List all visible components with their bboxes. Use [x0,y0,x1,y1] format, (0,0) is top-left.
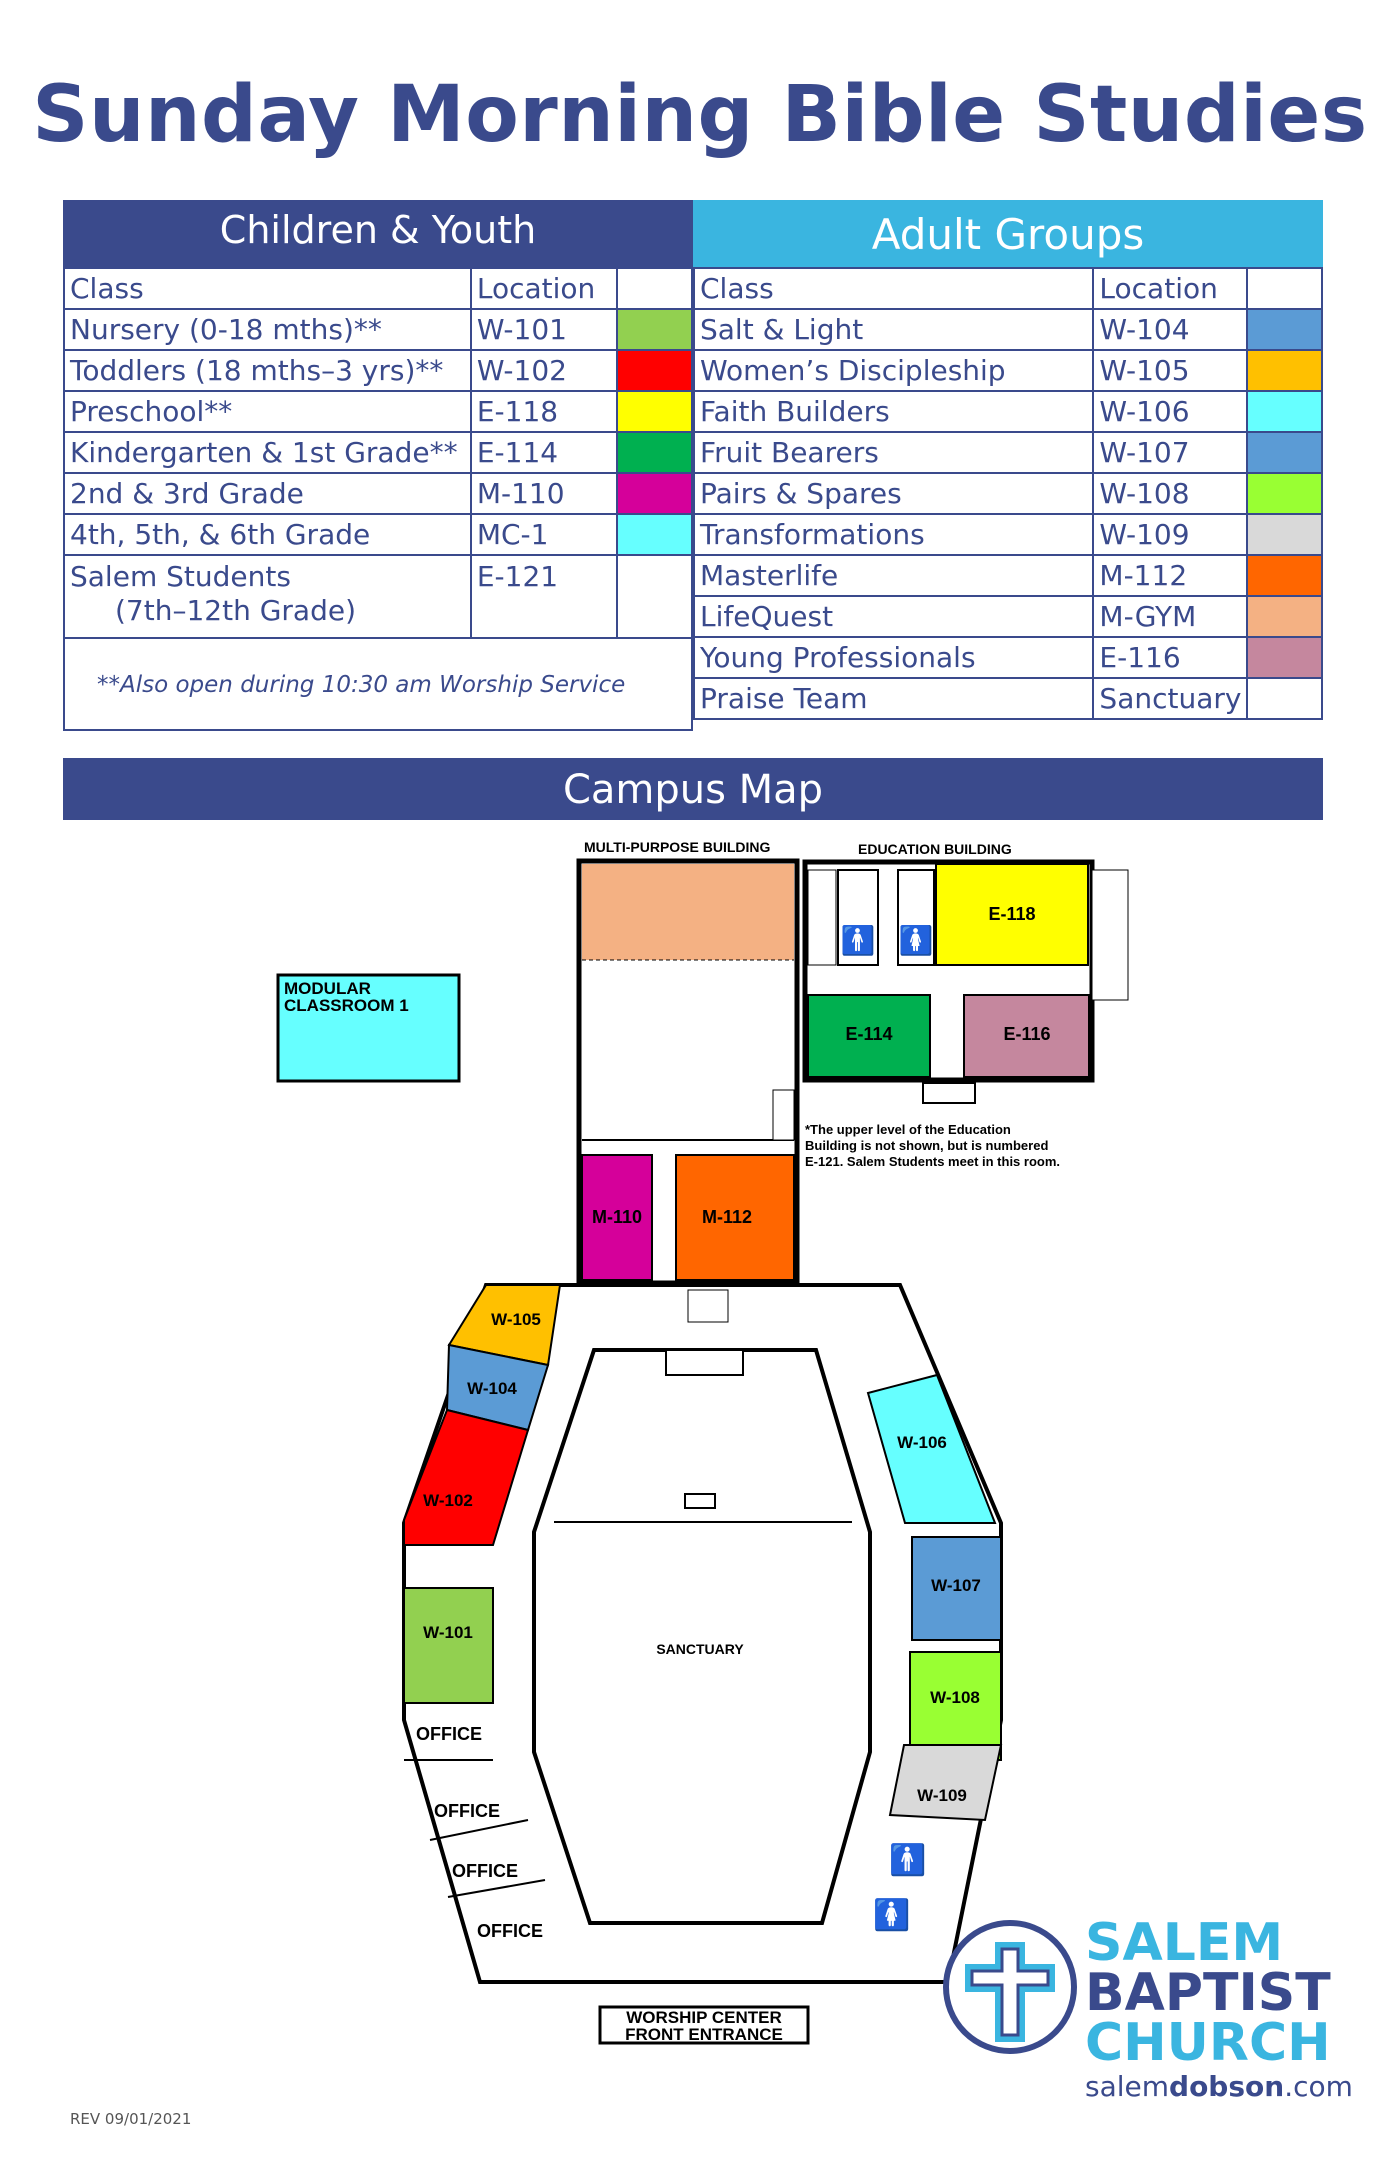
column-header-location: Location [1093,268,1247,309]
education-label: EDUCATION BUILDING [858,841,1012,857]
color-swatch [1247,637,1322,678]
office-label-4: OFFICE [477,1921,543,1941]
color-swatch [1247,350,1322,391]
women-restroom-icon: 🚺 [873,1899,911,1932]
color-swatch-header [617,268,692,309]
sanctuary-label: SANCTUARY [656,1641,744,1657]
sanctuary [534,1350,870,1923]
room-m110-label: M-110 [591,1207,643,1227]
edu-entry-step [923,1083,975,1103]
logo-url-part3: .com [1284,2070,1353,2103]
multi-purpose-label: MULTI-PURPOSE BUILDING [584,839,771,855]
table-row [694,555,1322,596]
class-location: W-101 [471,309,617,350]
color-swatch [617,432,692,473]
logo-church: CHURCH [1085,2013,1331,2073]
table-row [64,514,692,555]
children-youth-header [63,200,693,267]
class-location: E-116 [1093,637,1247,678]
color-swatch [617,473,692,514]
room-m112-label: M-112 [701,1207,753,1227]
room-w106-label: W-106 [897,1433,947,1452]
entrance-label-line1: WORSHIP CENTER [626,2008,782,2027]
column-header-class: Class [694,268,1093,309]
table-row [64,309,692,350]
entrance-label-line2: FRONT ENTRANCE [625,2025,783,2044]
table-row [694,432,1322,473]
class-location: W-102 [471,350,617,391]
adult-groups-header [693,200,1323,267]
color-swatch [617,309,692,350]
class-name: Preschool** [64,391,471,432]
campus-map-header [63,758,1323,820]
class-name: Pairs & Spares [694,473,1093,514]
class-name: Transformations [694,514,1093,555]
room-w101-label: W-101 [423,1623,473,1642]
room-e114-label: E-114 [845,1024,893,1044]
table-row [694,391,1322,432]
page-title: Sunday Morning Bible Studies [32,70,1368,160]
modular-label-line2: CLASSROOM 1 [284,996,409,1015]
campus-map [0,820,1400,2080]
room-w105-label: W-105 [491,1310,541,1329]
table-header-row [64,268,692,309]
class-location: M-110 [471,473,617,514]
cross-circle-icon [940,1915,1080,2055]
color-swatch [1247,391,1322,432]
room-w109-label: W-109 [917,1786,967,1805]
table-row [694,637,1322,678]
class-location: Sanctuary [1093,678,1247,719]
room-w107-label: W-107 [931,1576,981,1595]
class-location: W-106 [1093,391,1247,432]
logo-salem: SALEM [1085,1913,1284,1973]
table-header-row [694,268,1322,309]
room-w104-label: W-104 [467,1379,517,1398]
color-swatch [1247,514,1322,555]
class-name: Young Professionals [694,637,1093,678]
class-name: Faith Builders [694,391,1093,432]
children-youth-title: Children & Youth [219,208,537,252]
color-swatch [1247,596,1322,637]
color-swatch [617,391,692,432]
table-row [694,309,1322,350]
campus-map-title: Campus Map [562,767,824,813]
class-location: E-114 [471,432,617,473]
room-e116-label: E-116 [1003,1024,1051,1044]
upper-level-note-3: E-121. Salem Students meet in this room. [805,1154,1061,1169]
class-name: Toddlers (18 mths–3 yrs)** [64,350,471,391]
office-label-3: OFFICE [452,1861,518,1881]
color-swatch-header [1247,268,1322,309]
class-name: Praise Team [694,678,1093,719]
table-row [694,596,1322,637]
women-restroom-icon: 🚺 [898,925,934,956]
logo-url [1085,2070,1353,2103]
class-name: Fruit Bearers [694,432,1093,473]
class-name-line2: (7th–12th Grade) [115,594,357,627]
class-location: W-109 [1093,514,1247,555]
class-location: W-105 [1093,350,1247,391]
table-row [64,350,692,391]
class-name-line1: Salem Students [70,560,291,593]
class-name: Kindergarten & 1st Grade** [64,432,471,473]
mpb-stairs [773,1090,794,1140]
class-location: W-108 [1093,473,1247,514]
class-name: 2nd & 3rd Grade [64,473,471,514]
logo-baptist: BAPTIST [1085,1963,1331,2023]
room-w102-label: W-102 [423,1491,473,1510]
table-row [694,514,1322,555]
room-e118-label: E-118 [988,904,1036,924]
office-label-1: OFFICE [416,1724,482,1744]
worship-service-note: **Also open during 10:30 am Worship Service [97,672,626,698]
color-swatch [1247,678,1322,719]
class-location: W-104 [1093,309,1247,350]
table-row [64,391,692,432]
table-row [64,432,692,473]
color-swatch [1247,555,1322,596]
table-row [694,473,1322,514]
office-label-2: OFFICE [434,1801,500,1821]
color-swatch [1247,473,1322,514]
column-header-location: Location [471,268,617,309]
table-row [694,678,1322,719]
adult-groups-title: Adult Groups [871,210,1145,259]
edu-stairs-left [808,870,836,965]
edu-stairs-right [1092,870,1128,1000]
class-location: E-118 [471,391,617,432]
upper-level-note-1: *The upper level of the Education [805,1122,1011,1137]
class-name: Salt & Light [694,309,1093,350]
upper-level-note-2: Building is not shown, but is numbered [805,1138,1049,1153]
class-name: Nursery (0-18 mths)** [64,309,471,350]
logo-url-part1: salem [1085,2070,1170,2103]
color-swatch [1247,432,1322,473]
class-name: Masterlife [694,555,1093,596]
men-restroom-icon: 🚹 [840,925,876,956]
color-swatch [617,514,692,555]
color-swatch [617,555,692,638]
color-swatch [1247,309,1322,350]
column-header-class: Class [64,268,471,309]
logo-url-part2: dobson [1169,2070,1285,2103]
modular-label-line1: MODULAR [284,979,371,998]
men-restroom-icon: 🚹 [889,1844,927,1877]
class-location: E-121 [471,555,617,638]
pulpit [685,1494,715,1508]
gym-area [582,864,794,960]
class-name: Women’s Discipleship [694,350,1093,391]
class-location: M-GYM [1093,596,1247,637]
salem-baptist-logo [940,1913,1353,2103]
room-w109 [890,1745,1001,1820]
room-w108-label: W-108 [930,1688,980,1707]
class-location: MC-1 [471,514,617,555]
class-name: 4th, 5th, & 6th Grade [64,514,471,555]
class-location: M-112 [1093,555,1247,596]
stage-box [666,1350,743,1375]
adult-groups-table [693,267,1323,720]
class-name: LifeQuest [694,596,1093,637]
color-swatch [617,350,692,391]
connector-stairs [688,1290,728,1322]
table-row [64,555,692,638]
class-name [64,555,471,638]
room-w101 [404,1588,493,1703]
table-row [694,350,1322,391]
table-row [64,473,692,514]
class-location: W-107 [1093,432,1247,473]
children-youth-table [63,267,693,731]
revision-date: REV 09/01/2021 [70,2110,192,2128]
